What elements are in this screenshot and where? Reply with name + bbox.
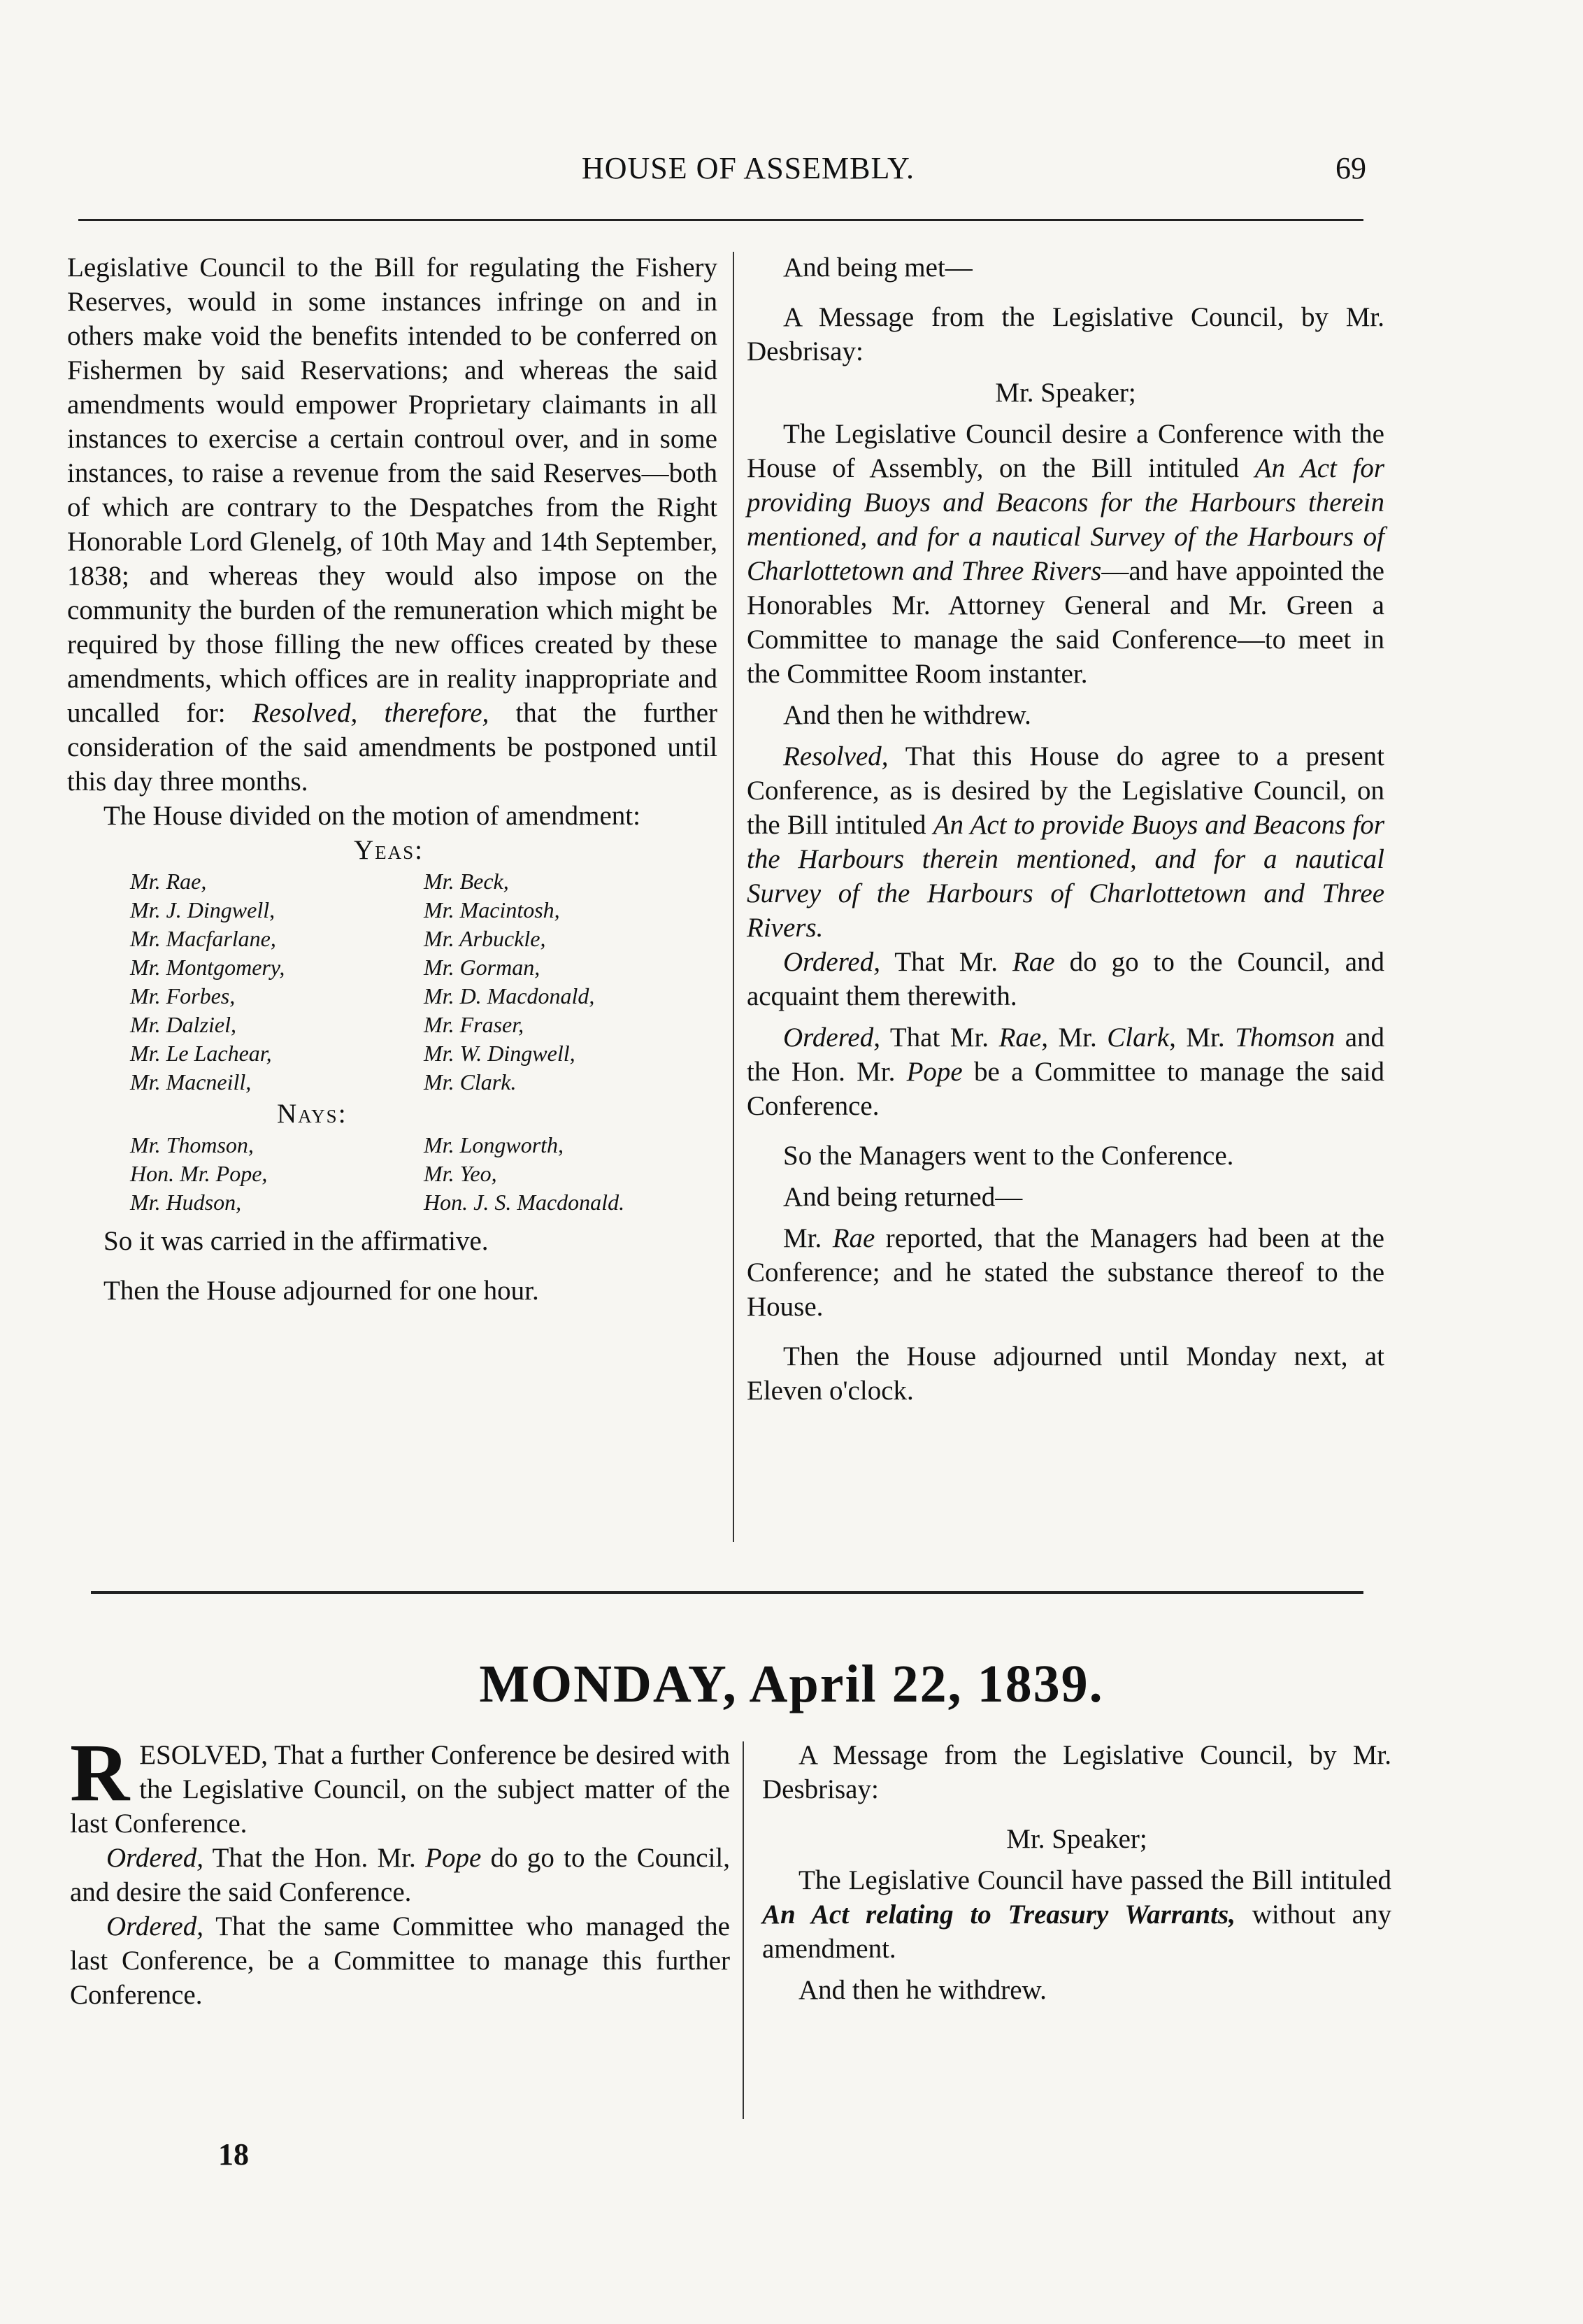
- member-vote: Mr. Gorman,: [424, 955, 540, 980]
- member-vote: Mr. Macneill,: [130, 1069, 252, 1095]
- left-column: [67, 250, 717, 1308]
- conference-request: [747, 417, 1384, 691]
- member-vote: Mr. Hudson,: [130, 1190, 242, 1215]
- member-name: Rae: [832, 1223, 875, 1253]
- member-vote: Mr. Fraser,: [424, 1012, 524, 1037]
- division-paragraph: The House divided on the motion of amendment:: [103, 801, 640, 831]
- paragraph-text: That Mr.: [894, 947, 998, 977]
- member-vote: Mr. Le Lachear,: [130, 1041, 272, 1066]
- being-met: And being met—: [783, 252, 973, 283]
- member-vote: Mr. W. Dingwell,: [424, 1041, 575, 1066]
- member-vote: Mr. Longworth,: [424, 1132, 564, 1157]
- nays-heading: Nays:: [277, 1099, 348, 1129]
- ordered-label: Ordered,: [106, 1911, 203, 1941]
- adjourned-paragraph: Then the House adjourned for one hour.: [103, 1276, 539, 1306]
- ordered-committee: [70, 1909, 730, 2012]
- ordered-label: Ordered,: [783, 1022, 880, 1053]
- report-paragraph: [747, 1221, 1384, 1324]
- paragraph-text: That Mr.: [889, 1022, 989, 1053]
- paragraph-text: and the Hon. Mr.: [747, 1022, 1385, 1087]
- paragraph-text: that the further consideration of the said amendments be postponed until this day three months.: [67, 698, 718, 797]
- header-rule: [78, 219, 1363, 221]
- resolved-paragraph: [747, 739, 1384, 945]
- bill-title: An Act relating to Treasury Warrants,: [762, 1899, 1235, 1930]
- member-vote: Hon. Mr. Pope,: [130, 1161, 268, 1186]
- left-column-monday: [70, 1727, 731, 2012]
- member-name: Pope: [425, 1843, 482, 1873]
- ordered-label: Ordered,: [783, 947, 880, 977]
- member-vote: Mr. Macfarlane,: [130, 926, 276, 951]
- paragraph-text: ESOLVED, That a further Conference be desired with the Legislative Council, on the subject matter of the last Conference.: [70, 1740, 730, 1839]
- resolved-label: Resolved, therefore,: [252, 698, 489, 728]
- bill-passed: [762, 1863, 1391, 1966]
- member-vote: Hon. J. S. Macdonald.: [424, 1190, 625, 1215]
- yeas-list: [130, 867, 717, 1097]
- managers-went: So the Managers went to the Conference.: [783, 1141, 1234, 1171]
- member-vote: Mr. Thomson,: [130, 1132, 254, 1157]
- member-name: Thomson: [1235, 1022, 1335, 1053]
- member-name: Pope: [906, 1057, 963, 1087]
- resolved-label: Resolved,: [783, 741, 889, 771]
- committee-paragraph: [747, 1020, 1384, 1123]
- member-vote: Mr. Dalziel,: [130, 1012, 236, 1037]
- paragraph-text: —and have appointed the Honorables Mr. Attorney General and Mr. Green a Committee to manage the said Conference—to meet in the Committee Room instanter.: [747, 556, 1384, 689]
- member-vote: Mr. J. Dingwell,: [130, 897, 275, 922]
- paragraph-text: without any amendment.: [762, 1899, 1391, 1964]
- paragraph-text: Mr.: [783, 1223, 822, 1253]
- paragraph-text: That the same Committee who managed the last Conference, be a Committee to manage this further Conference.: [70, 1911, 730, 2010]
- member-vote: Mr. Beck,: [424, 869, 509, 894]
- member-vote: Mr. D. Macdonald,: [424, 983, 595, 1008]
- member-name: Rae,: [998, 1022, 1048, 1053]
- paragraph-text: That this House do agree to a present Conference, as is desired by the Legislative Council, on the Bill intituled: [747, 741, 1385, 840]
- message-paragraph: A Message from the Legislative Council, by Mr. Desbrisay:: [762, 1740, 1391, 1804]
- adjourned-until-monday: Then the House adjourned until Monday next, at Eleven o'clock.: [747, 1341, 1384, 1406]
- member-vote: Mr. Macintosh,: [424, 897, 560, 922]
- paragraph-text: be a Committee to manage the said Conference.: [747, 1057, 1385, 1121]
- member-vote: Mr. Clark.: [424, 1069, 517, 1095]
- paragraph-text: Legislative Council to the Bill for regulating the Fishery Reserves, would in some instances infringe on and in others make void the benefits intended to be conferred on Fishermen by said Reservations; and whereas the said amendments would empower Proprietary claimants in all instances to exercise a certain controul over, and in some instances, to raise a revenue from the said Reserves—both of which are contrary to the Despatches from the Right Honorable Lord Glenelg, of 10th May and 14th September, 1838; and whereas they would also impose on the community the burden of the remuneration which might be required by those filling the new offices created by these amendments, which offices are in reality inappropriate and uncalled for:: [67, 252, 717, 728]
- member-name: Rae: [1012, 947, 1055, 977]
- paragraph-text: reported, that the Managers had been at the Conference; and he stated the substance thereof to the House.: [747, 1223, 1384, 1322]
- result-paragraph: So it was carried in the affirmative.: [103, 1226, 489, 1256]
- paragraph-fishery-reserves: [67, 250, 717, 799]
- running-head: HOUSE OF ASSEMBLY.: [581, 151, 915, 185]
- member-vote: Mr. Rae,: [130, 869, 207, 894]
- bill-title: An Act for providing Buoys and Beacons for the Harbours therein mentioned, and for a nautical Survey of the Harbours of Charlottetown and Three Rivers: [747, 453, 1385, 586]
- withdrew-paragraph: And then he withdrew.: [798, 1975, 1047, 2005]
- message-paragraph: A Message from the Legislative Council, by Mr. Desbrisay:: [747, 302, 1384, 366]
- ordered-pope: [70, 1841, 730, 1909]
- paragraph-text: Mr.: [1058, 1022, 1097, 1053]
- column-divider: [743, 1741, 744, 2119]
- paragraph-text: do go to the Council, and desire the said Conference.: [70, 1843, 731, 1907]
- right-column: [747, 250, 1384, 1408]
- column-divider: [733, 252, 734, 1542]
- paragraph-text: Mr.: [1186, 1022, 1225, 1053]
- resolved-further-conference: [70, 1727, 730, 1841]
- ordered-paragraph: [747, 945, 1384, 1013]
- speaker-salutation: Mr. Speaker;: [995, 378, 1136, 408]
- being-returned: And being returned—: [783, 1182, 1023, 1212]
- member-vote: Mr. Yeo,: [424, 1161, 497, 1186]
- member-vote: Mr. Montgomery,: [130, 955, 285, 980]
- member-name: Clark,: [1107, 1022, 1176, 1053]
- paragraph-text: do go to the Council, and acquaint them therewith.: [747, 947, 1385, 1011]
- member-vote: Mr. Arbuckle,: [424, 926, 546, 951]
- paragraph-text: The Legislative Council have passed the Bill intituled: [798, 1865, 1391, 1895]
- ordered-label: Ordered,: [106, 1843, 203, 1873]
- speaker-salutation: Mr. Speaker;: [1006, 1824, 1147, 1854]
- day-heading: MONDAY, April 22, 1839.: [479, 1655, 1104, 1713]
- nays-list: [130, 1131, 717, 1217]
- bill-title: An Act to provide Buoys and Beacons for the Harbours therein mentioned, and for a nautical Survey of the Harbours of Charlottetown and Three Rivers.: [747, 810, 1385, 943]
- withdrew-paragraph: And then he withdrew.: [783, 700, 1031, 730]
- page-number: 69: [1335, 151, 1366, 185]
- paragraph-text: That the Hon. Mr.: [212, 1843, 416, 1873]
- section-rule: [91, 1591, 1363, 1594]
- right-column-monday: [762, 1738, 1391, 2007]
- member-vote: Mr. Forbes,: [130, 983, 236, 1008]
- drop-cap: R: [70, 1727, 130, 1818]
- yeas-heading: Yeas:: [354, 835, 424, 865]
- signature-mark: 18: [218, 2137, 249, 2172]
- paragraph-text: The Legislative Council desire a Conference with the House of Assembly, on the Bill intituled: [747, 419, 1384, 483]
